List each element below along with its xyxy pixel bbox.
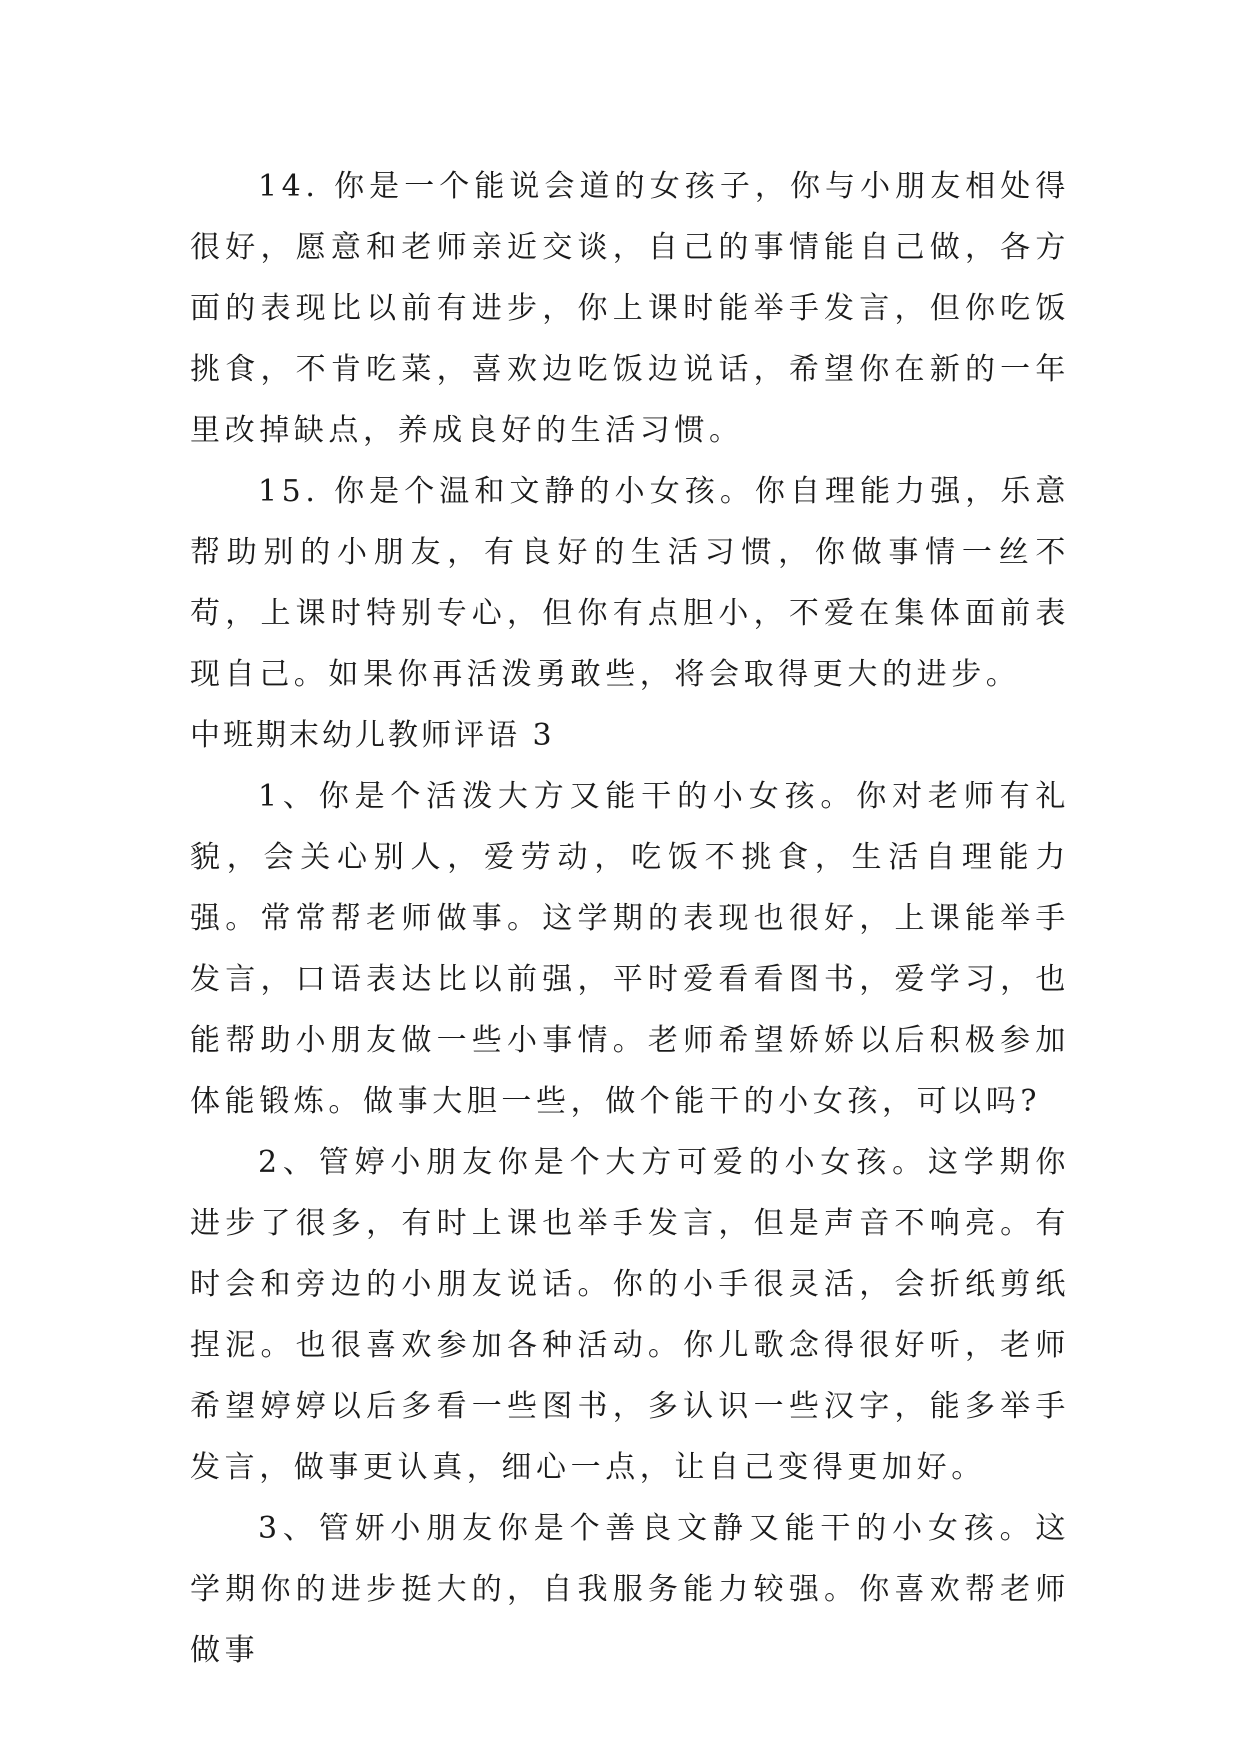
document-body (190, 156, 1070, 1681)
comment-paragraph-1: 1、你是个活泼大方又能干的小女孩。你对老师有礼貌，会关心别人，爱劳动，吃饭不挑食，生活自理能力强。常常帮老师做事。这学期的表现也很好，上课能举手发言，口语表达比以前强，平时爱看看图书，爱学习，也能帮助小朋友做一些小事情。老师希望娇娇以后积极参加体能锻炼。做事大胆一些，做个能干的小女孩，可以吗? (190, 779, 1070, 1119)
comment-paragraph-3: 3、管妍小朋友你是个善良文静又能干的小女孩。这学期你的进步挺大的，自我服务能力较强。你喜欢帮老师做事 (190, 1511, 1070, 1668)
comment-paragraph-2: 2、管婷小朋友你是个大方可爱的小女孩。这学期你进步了很多，有时上课也举手发言，但是声音不响亮。有时会和旁边的小朋友说话。你的小手很灵活，会折纸剪纸捏泥。也很喜欢参加各种活动。你儿歌念得很好听，老师希望婷婷以后多看一些图书，多认识一些汉字，能多举手发言，做事更认真，细心一点，让自己变得更加好。 (190, 1145, 1070, 1485)
section-heading: 中班期末幼儿教师评语 3 (190, 718, 555, 753)
comment-paragraph-15: 15. 你是个温和文静的小女孩。你自理能力强，乐意帮助别的小朋友，有良好的生活习惯，你做事情一丝不苟，上课时特别专心，但你有点胆小，不爱在集体面前表现自己。如果你再活泼勇敢些，将会取得更大的进步。 (190, 474, 1070, 692)
comment-paragraph-14: 14. 你是一个能说会道的女孩子，你与小朋友相处得很好，愿意和老师亲近交谈，自己的事情能自己做，各方面的表现比以前有进步，你上课时能举手发言，但你吃饭挑食，不肯吃菜，喜欢边吃饭边说话，希望你在新的一年里改掉缺点，养成良好的生活习惯。 (190, 169, 1070, 448)
